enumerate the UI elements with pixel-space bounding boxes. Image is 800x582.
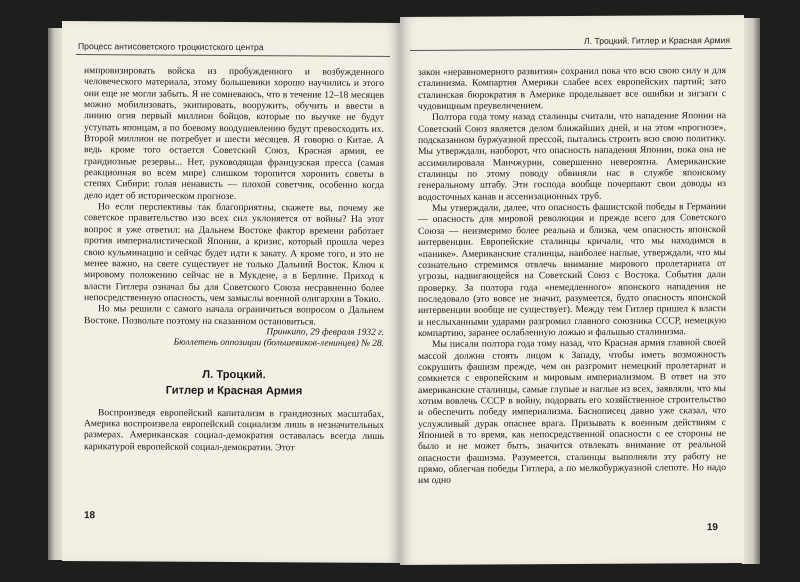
left-page-number: 18 xyxy=(84,510,96,522)
left-running-head: Процесс антисоветского троцкистского центра xyxy=(78,41,264,53)
right-page-number: 19 xyxy=(706,522,718,534)
left-page xyxy=(62,21,400,563)
right-paragraph-4: Мы писали полтора года тому назад, что Красная армия главной своей массой должна стоять лицом к Западу, чтобы иметь возможность сокрушить фашизм прежде, чем он разгромит немецкий пролетариат и сомкнется с европейским и мировым империализмом. В ответ на это американские сталинцы, самые глупые и наглые из всех, заявляли, что мы хотим вовлечь СССР в войну, подорвать его хозяйственное строительство и обеспечить победу империализма. Баснописец давно уже сказал, что услужливый дурак опаснее врага. Призывать к военным действиям с Японией в то время, как непосредственной опасности с ее стороны не было и не может быть, значится отвлекать внимание от реальной опасности фашизма. Разумеется, сталинцы выполняли эту работу не прямо, облегчая победы Гитлера, а по мелкобуржуазной слепоте. Но надо им одно xyxy=(418,337,726,487)
right-header-rule xyxy=(410,48,732,51)
left-body-text xyxy=(84,65,384,454)
left-paragraph-3: Но мы решили с самого начала ограничиться вопросом о Дальнем Востоке. Позвольте поэтому на сказанном остановиться. xyxy=(84,303,384,328)
right-paragraph-3: Мы утверждали, далее, что опасность фашистской победы в Германии — опасность для мировой революции и прежде всего для Советского Союза — неизмеримо более реальна и близка, чем опасность японской интервенции. Европейские сталинцы кричали, что мы находимся в «панике». Американские сталинцы, наиболее наглые, утверждали, что мы сознательно стремимся отвлечь внимание мирового пролетариата от угрозы, надвигающейся на Советский Союз с Востока. События дали проверку. За полтора года «немедленного» японского нападения не последовало (это вовсе не значит, разумеется, будто опасность японской интервенции вообще не существует). Между тем Гитлер пришел к власти и неслыханными ударами разгромил главного союзника СССР, немецкую компартию, заранее ослабленную ложью и фальшью сталинизма. xyxy=(418,201,726,339)
right-paragraph-2: Полтора года тому назад сталинцы считали, что нападение Японии на Советский Союз является делом ближайших дней, и на этом «прогнозе», подсказанном буржуазной прессой, пытались строить всю свою политику. Мы утверждали, наоборот, что опасность нападения Японии, пока она не ассимилировала Манчжурии, совершенно невероятна. Американские сталинцы по этому поводу обвиняли нас в службе японскому генеральному штабу. Эти господа вообще почерпают свои доводы из водосточных канав и ассенизационных труб. xyxy=(418,110,726,203)
right-page xyxy=(400,15,744,565)
left-paragraph-1: импровизировать войска из пробужденного и возбужденного человеческого материала, этому большевики хорошо научились и этого они еще не могли забыть. Я не сомневаюсь, что в течение 12–18 месяцев можно мобилизовать, экипировать, вооружить, обучить и ввести в линию огня первый миллион бойцов, которые по выучке не будут уступать японцам, а по боевому воодушевлению будут превосходить их. Второй миллион не потребует и шести месяцев. Я говорю о Китае. А ведь кроме того остается Советский Союз, Красная армия, ее грандиозные резервы... Нет, руководящая французская пресса (самая реакционная во всем мире) слишком торопится хоронить советы в степях Сибири: голая ненависть — плохой советчик, особенно когда дело идет об историческом прогнозе. xyxy=(84,65,384,202)
article-title: Гитлер и Красная Армия xyxy=(165,384,303,398)
left-header-rule xyxy=(76,54,390,57)
right-body-text xyxy=(418,65,726,487)
right-paragraph-1: закон «неравномерного развития» сохранил пока что всю свою силу и для сталинизма. Компартия Америки слабее всех европейских партий; зато сталинская бюрократия в Америке проделывает все ошибки и зигзаги с чудовищным преувеличением. xyxy=(418,65,726,112)
signature-place-date: Принкипо, 29 февраля 1932 г. xyxy=(266,327,384,338)
left-paragraph-4: Воспроизведя европейский капитализм в грандиозных масштабах, Америка воспроизвела европейский социализм лишь в незначительных размерах. Американская социал-демократия оставалась всегда лишь карикатурой европейской социал-демократии. Этот xyxy=(84,406,384,454)
article-author: Л. Троцкий. xyxy=(202,368,266,381)
signature-source: Бюллетень оппозиции (большевиков-ленинцев) № 28. xyxy=(173,337,384,350)
right-running-head: Л. Троцкий. Гитлер и Красная Армия xyxy=(584,35,730,46)
left-paragraph-2: Но если перспективы так благоприятны, скажете вы, почему же советское правительство изо всех сил уклоняется от войны? На этот вопрос я уже ответил: на Дальнем Востоке фактор времени работает против империалистической Японии, а кризис, который прошла через свою кульминацию и сейчас будет идти к закату. А кроме того, и это не менее важно, на свете существует не только Дальний Восток. Ключ к мировому положению сейчас не в Мукдене, а в Берлине. Приход к власти Гитлера означал бы для Советского Союза несравненно более непосредственную опасность, чем замыслы военной олигархии в Токио. xyxy=(84,201,384,305)
right-page-edges xyxy=(742,18,760,564)
